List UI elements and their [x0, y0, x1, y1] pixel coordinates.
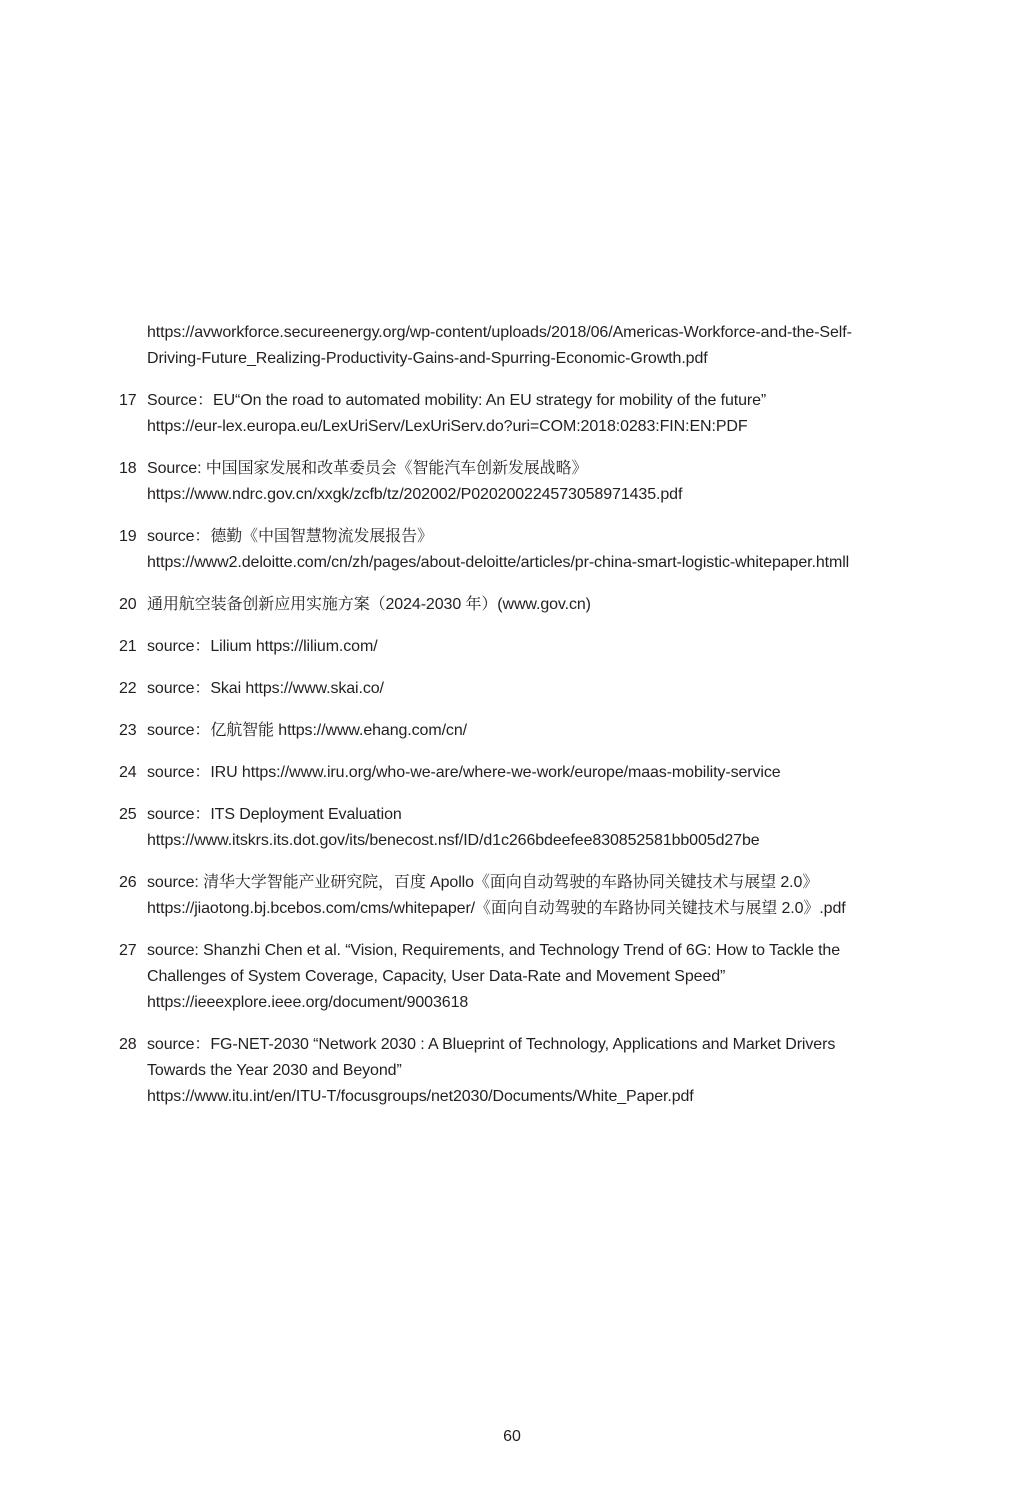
reference-item	[118, 592, 898, 618]
reference-url[interactable]: Driving-Future_Realizing-Productivity-Gains-and-Spurring-Economic-Growth.pdf	[147, 350, 708, 367]
reference-url[interactable]: https://avworkforce.secureenergy.org/wp-content/uploads/2018/06/Americas-Workforce-and-the-Self-	[147, 324, 852, 341]
reference-number: 25	[119, 806, 137, 823]
reference-source: source：德勤《中国智慧物流发展报告》	[147, 528, 433, 545]
reference-item	[118, 938, 898, 1016]
reference-source: source: Shanzhi Chen et al. “Vision, Requirements, and Technology Trend of 6G: How to Tackle the	[147, 942, 841, 959]
reference-url[interactable]: https://jiaotong.bj.bcebos.com/cms/whitepaper/《面向自动驾驶的车路协同关键技术与展望 2.0》.pdf	[147, 900, 846, 917]
reference-item	[118, 1032, 898, 1110]
reference-source[interactable]: source：亿航智能 https://www.ehang.com/cn/	[147, 722, 467, 739]
reference-number: 17	[119, 392, 137, 409]
reference-source: Source: 中国国家发展和改革委员会《智能汽车创新发展战略》	[147, 460, 588, 477]
reference-source: source：ITS Deployment Evaluation	[147, 806, 402, 823]
reference-source[interactable]: source：Lilium https://lilium.com/	[147, 638, 378, 655]
reference-number: 23	[119, 722, 137, 739]
reference-source: Source：EU“On the road to automated mobility: An EU strategy for mobility of the future”	[147, 392, 767, 409]
reference-url[interactable]: https://eur-lex.europa.eu/LexUriServ/LexUriServ.do?uri=COM:2018:0283:FIN:EN:PDF	[147, 418, 748, 435]
reference-number: 19	[119, 528, 137, 545]
reference-url[interactable]: https://www.ndrc.gov.cn/xxgk/zcfb/tz/202002/P020200224573058971435.pdf	[147, 486, 683, 503]
reference-item	[118, 456, 898, 508]
reference-number: 28	[119, 1036, 137, 1053]
reference-source: source: 清华大学智能产业研究院，百度 Apollo《面向自动驾驶的车路协同关键技术与展望 2.0》	[147, 874, 819, 891]
reference-source[interactable]: source：IRU https://www.iru.org/who-we-are/where-we-work/europe/maas-mobility-service	[147, 764, 781, 781]
reference-item	[118, 870, 898, 922]
reference-source: source：FG-NET-2030 “Network 2030 : A Blueprint of Technology, Applications and Market Drivers	[147, 1036, 836, 1053]
reference-item	[118, 634, 898, 660]
reference-list	[118, 320, 898, 1126]
reference-url[interactable]: https://www.itu.int/en/ITU-T/focusgroups/net2030/Documents/White_Paper.pdf	[147, 1088, 694, 1105]
reference-number: 22	[119, 680, 137, 697]
reference-source: Challenges of System Coverage, Capacity, User Data-Rate and Movement Speed”	[147, 968, 726, 985]
reference-number: 18	[119, 460, 137, 477]
reference-source[interactable]: source：Skai https://www.skai.co/	[147, 680, 384, 697]
reference-source: Towards the Year 2030 and Beyond”	[147, 1062, 402, 1079]
reference-number: 27	[119, 942, 137, 959]
reference-source: 通用航空装备创新应用实施方案（2024-2030 年）(www.gov.cn)	[147, 596, 591, 613]
reference-item	[118, 676, 898, 702]
reference-item	[118, 320, 898, 372]
reference-url[interactable]: https://www.itskrs.its.dot.gov/its/benecost.nsf/ID/d1c266bdeefee830852581bb005d27be	[147, 832, 760, 849]
reference-number: 20	[119, 596, 137, 613]
reference-url[interactable]: https://ieeexplore.ieee.org/document/9003618	[147, 994, 469, 1011]
reference-number: 26	[119, 874, 137, 891]
reference-url[interactable]: https://www2.deloitte.com/cn/zh/pages/about-deloitte/articles/pr-china-smart-logistic-whitepaper.htmll	[147, 554, 850, 571]
reference-item	[118, 760, 898, 786]
reference-item	[118, 524, 898, 576]
reference-number: 21	[119, 638, 137, 655]
reference-item	[118, 802, 898, 854]
reference-item	[118, 718, 898, 744]
reference-item	[118, 388, 898, 440]
page-number: 60	[503, 1428, 521, 1445]
reference-number: 24	[119, 764, 137, 781]
